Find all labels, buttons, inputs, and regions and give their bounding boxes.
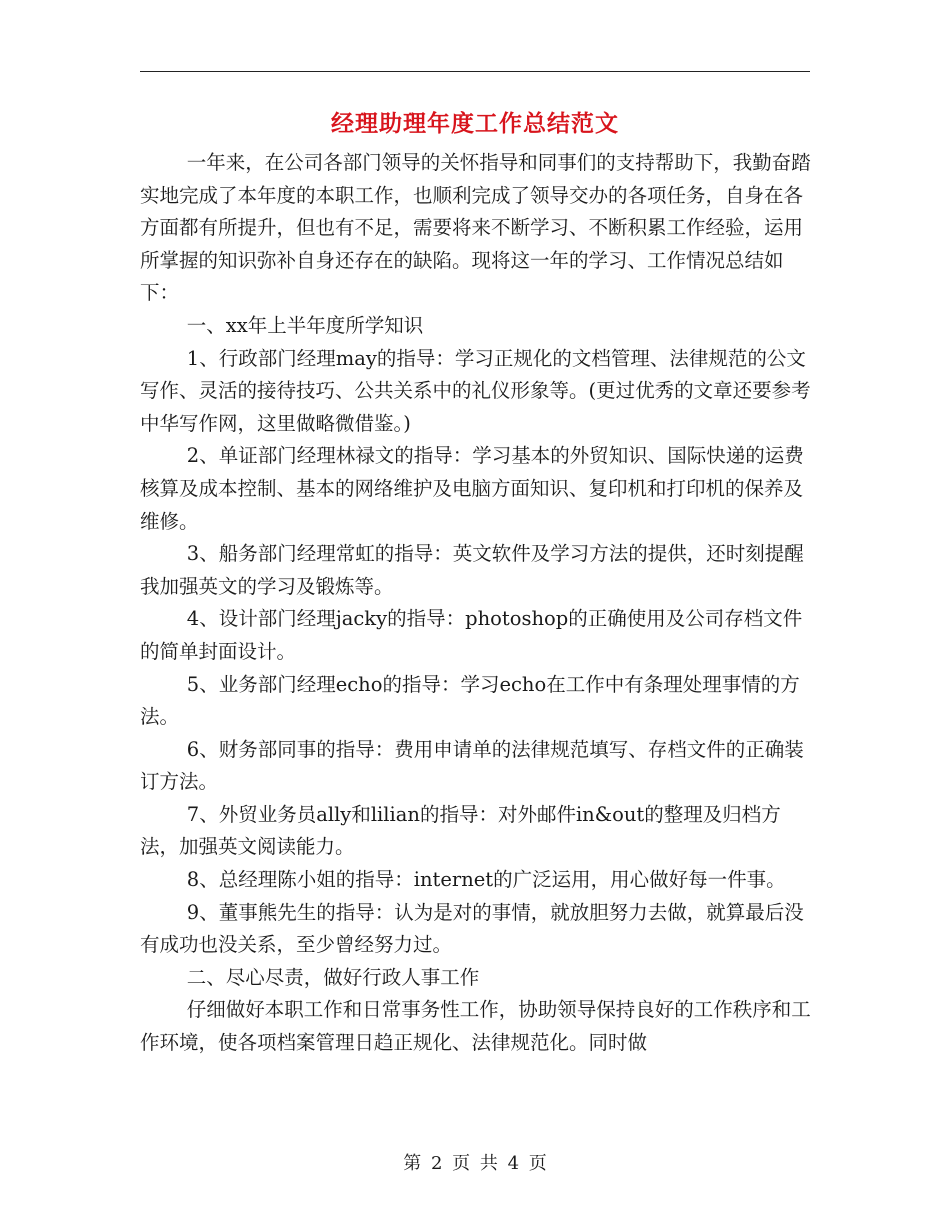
list-item-9: 9、董事熊先生的指导：认为是对的事情，就放胆努力去做，就算最后没有成功也没关系，至少曾经努力过。 (140, 900, 804, 957)
document-body (140, 147, 812, 1060)
list-item-7: 7、外贸业务员ally和lilian的指导：对外邮件in&out的整理及归档方法，加强英文阅读能力。 (140, 802, 781, 859)
page-number-footer: 第 2 页 共 4 页 (403, 1153, 547, 1174)
paragraph-section-2: 仔细做好本职工作和日常事务性工作，协助领导保持良好的工作秩序和工作环境，使各项档案管理日趋正规化、法律规范化。同时做 (140, 998, 811, 1055)
list-item-3: 3、船务部门经理常虹的指导：英文软件及学习方法的提供，还时刻提醒我加强英文的学习及锻炼等。 (140, 542, 804, 598)
section-heading-2: 二、尽心尽责，做好行政人事工作 (186, 965, 480, 989)
list-item-4: 4、设计部门经理jacky的指导：photoshop的正确使用及公司存档文件的简单封面设计。 (140, 607, 803, 663)
list-item-5: 5、业务部门经理echo的指导：学习echo在工作中有条理处理事情的方法。 (140, 672, 800, 729)
list-item-8: 8、总经理陈小姐的指导：internet的广泛运用，用心做好每一件事。 (186, 868, 786, 892)
list-item-1: 1、行政部门经理may的指导：学习正规化的文档管理、法律规范的公文写作、灵活的接待技巧、公共关系中的礼仪形象等。(更过优秀的文章还要参考中华写作网，这里做略微借鉴。) (140, 346, 811, 435)
list-item-2: 2、单证部门经理林禄文的指导：学习基本的外贸知识、国际快递的运费核算及成本控制、基本的网络维护及电脑方面知识、复印机和打印机的保养及维修。 (140, 444, 804, 533)
paragraph-intro: 一年来，在公司各部门领导的关怀指导和同事们的支持帮助下，我勤奋踏实地完成了本年度的本职工作，也顺利完成了领导交办的各项任务，自身在各方面都有所提升，但也有不足，需要将来不断学习、不断积累工作经验，运用所掌握的知识弥补自身还存在的缺陷。现将这一年的学习、工作情况总结如下： (140, 151, 811, 305)
list-item-6: 6、财务部同事的指导：费用申请单的法律规范填写、存档文件的正确装订方法。 (140, 737, 804, 794)
document-title: 经理助理年度工作总结范文 (331, 110, 619, 137)
section-heading-1: 一、xx年上半年度所学知识 (186, 313, 424, 337)
header-rule (140, 71, 810, 72)
